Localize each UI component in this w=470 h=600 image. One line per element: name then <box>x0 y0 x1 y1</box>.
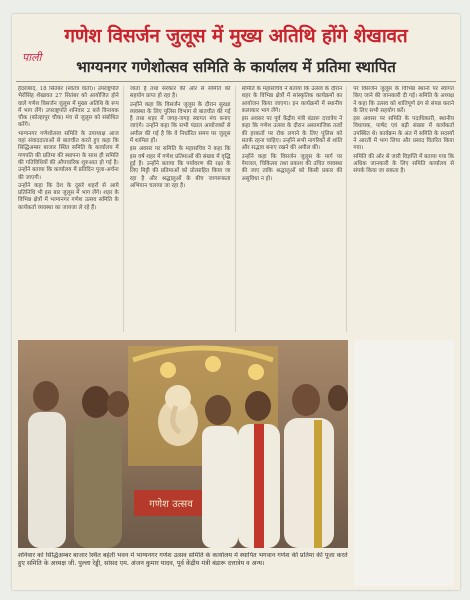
paragraph: हैदराबाद, 18 सितंबर (स्वतंत्र वार्ता)। उपराष्ट्रपति भैरोंसिंह शेखावत 27 सितंबर को आयोजित होने वाले गणेश विसर्जन जुलूस में मुख्य अतिथि के रूप में भाग लेंगे। उपराष्ट्रपति शनिवार 2 बजे विनायक चौक (कोल्हापुर चौक) मंच से जुलूस को संबोधित करेंगे। <box>18 86 119 129</box>
headline: गणेश विसर्जन जुलूस में मुख्य अतिथि होंगे शेखावत <box>64 25 408 47</box>
article-column <box>353 86 454 332</box>
paragraph: इस अवसर पर समिति के महासचिव ने कहा कि इस वर्ष शहर में गणेश प्रतिमाओं की संख्या में वृद्धि हुई है। उन्होंने बताया कि पर्यावरण की रक्षा के लिए मिट्टी की प्रतिमाओं को प्रोत्साहित किया जा रहा है और श्रद्धालुओं के बीच जागरूकता अभियान चलाया जा रहा है। <box>129 146 231 189</box>
paragraph: उन्होंने कहा कि विसर्जन जुलूस के मार्ग पर पेयजल, चिकित्सा तथा प्रकाश की उचित व्यवस्था की जाए ताकि श्रद्धालुओं को किसी प्रकार की असुविधा न हो। <box>241 153 343 182</box>
article-body <box>18 86 454 332</box>
paragraph: उन्होंने कहा कि देश के दूसरे शहरों से आये प्रतिनिधि भी इस बार जुलूस में भाग लेंगे। शहर के विभिन्न क्षेत्रों में भाग्यनगर गणेश उत्सव समिति के कार्यकर्ता व्यवस्था का जायजा ले रहे हैं। <box>18 182 119 211</box>
article-column <box>242 86 348 332</box>
subheadline: भाग्यनगर गणेशोत्सव समिति के कार्यालय में प्रतिमा स्थापित <box>76 58 396 76</box>
paragraph: समिति के महासचिव ने बताया कि उत्सव के दौरान शहर के विभिन्न क्षेत्रों में सांस्कृतिक कार्यक्रमों का आयोजन किया जाएगा। इन कार्यक्रमों में स्थानीय कलाकार भाग लेंगे। <box>241 86 343 114</box>
paragraph: इस अवसर पर पूर्व केंद्रीय मंत्री बंडारू दत्तात्रेय ने कहा कि गणेश उत्सव के दौरान असामाजिक तत्वों की हरकतों पर रोक लगाने के लिए पुलिस को सतर्क रहना चाहिए। उन्होंने सभी नागरिकों से शांति और सद्भाव बनाए रखने की अपील की। <box>241 116 343 152</box>
handwritten-note: पाली <box>22 51 42 64</box>
paragraph: जाता है तथा सरकार की ओर से समिति को सहयोग प्राप्त हो रहा है। <box>129 86 231 100</box>
banner-text: गणेश उत्सव <box>149 499 193 510</box>
article-column <box>18 86 124 332</box>
paragraph: भाग्यनगर गणेशोत्सव समिति के उपाध्यक्ष आज यहां संवाददाताओं से बातचीत करते हुए कहा कि सिद्धिअम्बर बाजार स्थित समिति के कार्यालय में गणपति की प्रतिमा की स्थापना के साथ ही समिति की गतिविधियों की औपचारिक शुरुआत हो गई है। उन्होंने बताया कि कार्यालय में प्रतिदिन पूजा-अर्चना की जाएगी। <box>18 130 119 181</box>
photo-caption: शनिवार को सिद्धिअम्बर बाजार स्थित बहेती भवन में भाग्यनगर गणेश उत्सव समिति के कार्यालय में स्थापित भगवान गणेश की प्रतिमा की पूजा करते हुए समिति के अध्यक्ष जी. पुल्ला रेड्डी, सांसद एम. अंजन कुमार यादव, पूर्व केंद्रीय मंत्री बंडारू दत्तात्रेय व अन्य। <box>18 552 348 568</box>
photo-illustration <box>18 340 348 548</box>
paragraph: पर विसर्जन जुलूस के विभिन्न स्थानों पर स्वागत किए जाने की जानकारी दी गई। समिति के अध्यक्ष ने कहा कि उत्सव को शांतिपूर्ण ढंग से संपन्न कराने के लिए सभी सहयोग करें। <box>353 86 454 114</box>
divider <box>16 81 456 82</box>
news-photo <box>18 340 348 548</box>
paragraph: समिति की ओर से जारी विज्ञप्ति में बताया गया कि अधिक जानकारी के लिए समिति कार्यालय से संपर्क किया जा सकता है। <box>353 153 454 175</box>
blank-space <box>354 340 454 586</box>
newspaper-clipping <box>12 14 460 590</box>
article-column <box>130 86 236 332</box>
paragraph: उन्होंने कहा कि विसर्जन जुलूस के दौरान सुरक्षा व्यवस्था के लिए पुलिस विभाग से बातचीत की गई है तथा शहर में जगह-जगह स्वागत मंच बनाए जाएंगे। उन्होंने कहा कि सभी पंडाल आयोजकों से अपील की गई है कि वे निर्धारित समय पर जुलूस में शामिल हों। <box>129 101 231 145</box>
paragraph: इस अवसर पर समिति के पदाधिकारी, स्थानीय विधायक, पार्षद एवं बड़ी संख्या में कार्यकर्ता उपस्थित थे। कार्यक्रम के अंत में समिति के सदस्यों ने आरती में भाग लिया और प्रसाद वितरित किया गया। <box>353 116 454 152</box>
